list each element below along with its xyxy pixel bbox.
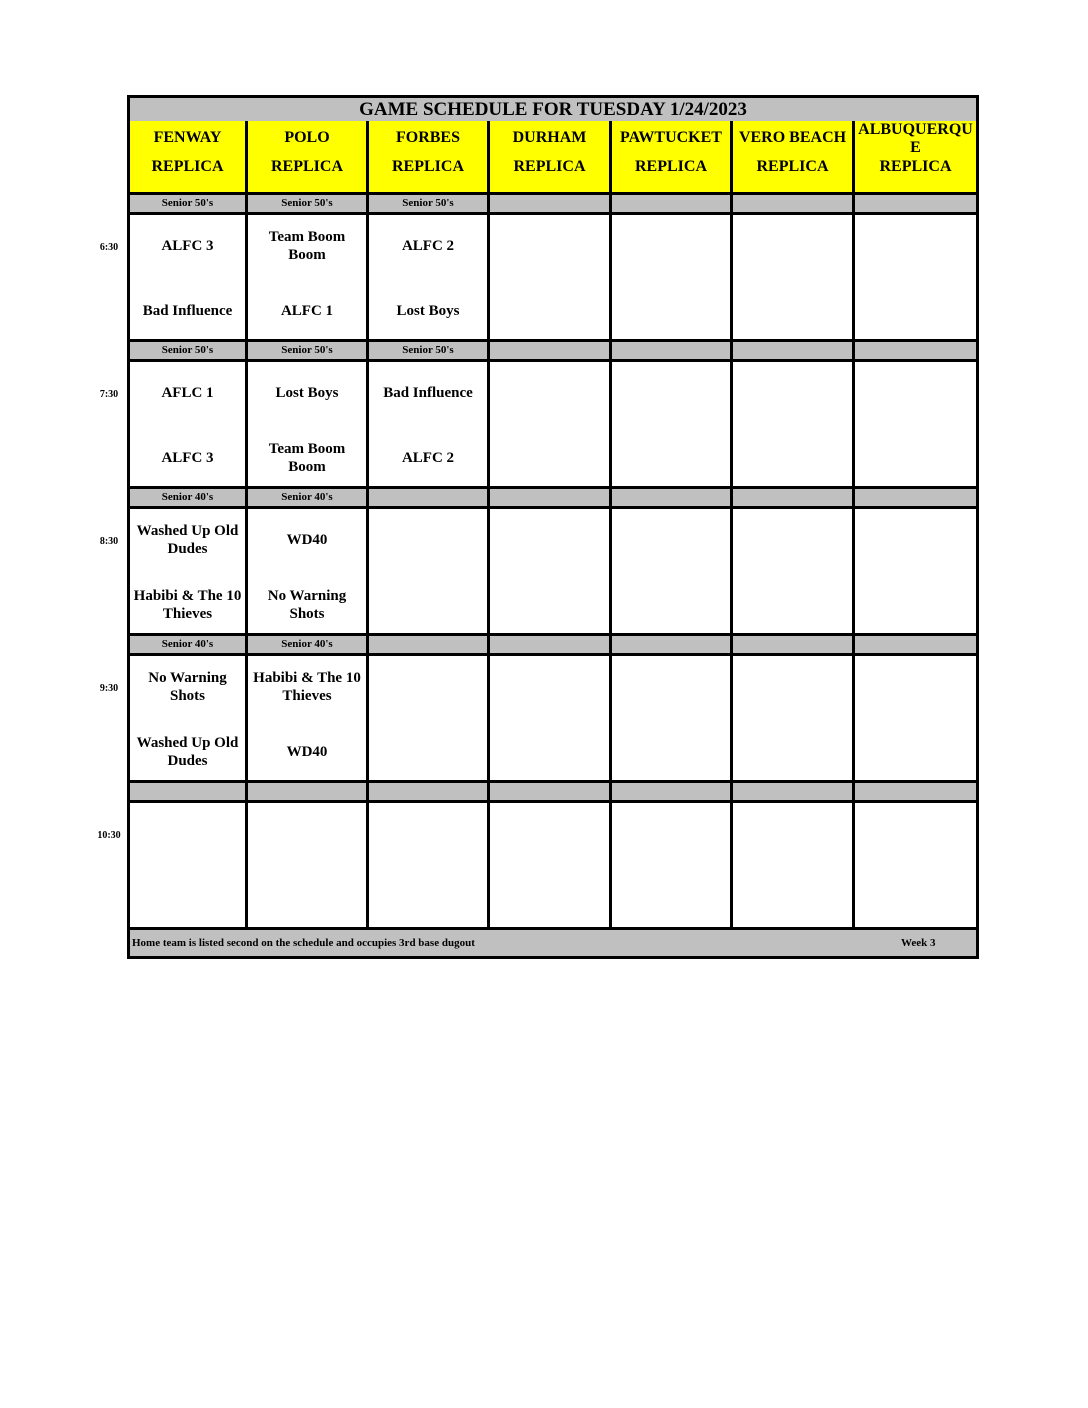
home-team: WD40 [286,744,328,760]
home-team [369,732,487,772]
game-cell [490,215,612,342]
game-cell [733,803,855,930]
division-label [855,195,979,215]
game-cell [490,509,612,636]
division-label: Senior 50's [369,195,490,215]
field-header [127,121,248,195]
away-team: AFLC 1 [161,385,214,401]
home-team [612,732,730,772]
home-team [733,291,852,331]
away-team: ALFC 3 [161,238,214,254]
footer-note: Home team is listed second on the schedule and occupies 3rd base dugout [132,937,475,949]
division-label [248,783,369,803]
division-label: Senior 50's [369,342,490,362]
home-team: Washed Up Old Dudes [136,735,239,769]
away-team: Habibi & The 10 Thieves [253,670,361,704]
home-team [490,879,609,919]
home-team [855,438,976,478]
away-team: Washed Up Old Dudes [136,523,239,557]
division-label [733,195,855,215]
division-label [369,489,490,509]
division-label [369,783,490,803]
away-team: No Warning Shots [148,670,227,704]
slot-time: 8:30 [99,536,119,547]
game-cell [855,509,979,636]
home-team [855,585,976,625]
schedule-sheet [127,95,979,959]
division-label [733,636,855,656]
division-label [612,195,733,215]
home-team [490,732,609,772]
division-label [612,783,733,803]
division-label: Senior 50's [248,342,369,362]
field-type: REPLICA [513,158,586,175]
division-label [127,783,248,803]
away-team [130,814,245,854]
division-label [855,783,979,803]
away-team [490,373,609,413]
away-team [369,520,487,560]
field-name: FENWAY [153,129,222,146]
field-type: REPLICA [879,158,952,175]
away-team [612,373,730,413]
game-cell [490,656,612,783]
away-team: ALFC 2 [401,238,455,254]
game-cell [248,656,369,783]
schedule-footer [127,930,979,959]
away-team [369,814,487,854]
division-label [490,783,612,803]
game-cell [369,509,490,636]
division-label [855,636,979,656]
slot-time: 7:30 [99,389,119,400]
game-cell [127,803,248,930]
game-cell [369,362,490,489]
division-label [612,489,733,509]
division-label [733,342,855,362]
home-team [130,879,245,919]
field-header [248,121,369,195]
field-name: POLO [284,129,330,146]
home-team [733,438,852,478]
home-team: No Warning Shots [267,588,347,622]
division-label [490,195,612,215]
game-cell [612,803,733,930]
game-cell [733,509,855,636]
division-label [612,636,733,656]
away-team [855,226,976,266]
game-cell [855,803,979,930]
field-name: PAWTUCKET [620,129,722,146]
away-team [733,667,852,707]
home-team [612,585,730,625]
home-team: ALFC 3 [161,450,214,466]
home-team [855,291,976,331]
division-label [733,783,855,803]
away-team [733,226,852,266]
game-cell [369,803,490,930]
home-team [248,879,366,919]
home-team: Lost Boys [396,303,460,319]
away-team [733,814,852,854]
field-name: VERO BEACH [738,129,847,146]
slot-time: 9:30 [99,683,119,694]
away-team [733,520,852,560]
away-team [612,520,730,560]
home-team [612,291,730,331]
away-team [490,226,609,266]
game-cell [369,215,490,342]
game-cell [127,656,248,783]
away-team [490,520,609,560]
division-label: Senior 50's [127,342,248,362]
game-cell [248,215,369,342]
game-cell [855,215,979,342]
division-label: Senior 40's [127,489,248,509]
division-label: Senior 40's [248,636,369,656]
field-name: ALBUQUERQU E [858,121,973,156]
home-team: Bad Influence [142,303,233,319]
field-type: REPLICA [634,158,707,175]
game-cell [490,803,612,930]
away-team [490,814,609,854]
game-cell [127,362,248,489]
away-team [369,667,487,707]
home-team [490,291,609,331]
division-label [490,342,612,362]
away-team [855,520,976,560]
field-name: DURHAM [512,129,587,146]
away-team: Team Boom Boom [268,229,346,263]
home-team: ALFC 1 [280,303,334,319]
home-team [733,585,852,625]
field-type: REPLICA [151,158,224,175]
away-team [612,667,730,707]
field-type: REPLICA [391,158,464,175]
away-team [612,226,730,266]
home-team: ALFC 2 [401,450,455,466]
game-cell [248,509,369,636]
field-header [369,121,490,195]
home-team [733,879,852,919]
division-label [369,636,490,656]
field-type: REPLICA [270,158,343,175]
division-label [612,342,733,362]
away-team: Lost Boys [275,385,339,401]
home-team [855,732,976,772]
game-cell [248,362,369,489]
game-cell [855,362,979,489]
away-team [855,814,976,854]
field-name: FORBES [395,129,460,146]
division-label: Senior 40's [127,636,248,656]
slot-time: 6:30 [99,242,119,253]
game-cell [612,362,733,489]
game-cell [127,215,248,342]
division-label [490,636,612,656]
home-team: Team Boom Boom [268,441,346,475]
division-label: Senior 50's [248,195,369,215]
away-team [733,373,852,413]
game-cell [733,362,855,489]
home-team [612,438,730,478]
away-team: Bad Influence [383,385,473,401]
field-header [733,121,855,195]
game-cell [855,656,979,783]
away-team: WD40 [286,532,328,548]
away-team [490,667,609,707]
home-team: Habibi & The 10 Thieves [133,588,242,622]
field-header [490,121,612,195]
schedule-title: GAME SCHEDULE FOR TUESDAY 1/24/2023 [127,95,979,124]
field-header [855,121,979,195]
home-team [369,879,487,919]
away-team [248,814,366,854]
game-cell [612,215,733,342]
division-label: Senior 40's [248,489,369,509]
game-cell [248,803,369,930]
division-label: Senior 50's [127,195,248,215]
game-cell [612,509,733,636]
game-cell [733,215,855,342]
week-label: Week 3 [901,937,936,949]
home-team [490,585,609,625]
field-type: REPLICA [756,158,829,175]
away-team [855,373,976,413]
home-team [612,879,730,919]
home-team [733,732,852,772]
game-cell [127,509,248,636]
division-label [733,489,855,509]
slot-time: 10:30 [97,830,121,841]
home-team [369,585,487,625]
field-header [612,121,733,195]
game-cell [612,656,733,783]
division-label [855,342,979,362]
home-team [490,438,609,478]
division-label [490,489,612,509]
away-team [612,814,730,854]
game-cell [369,656,490,783]
game-cell [733,656,855,783]
division-label [855,489,979,509]
home-team [855,879,976,919]
game-cell [490,362,612,489]
away-team [855,667,976,707]
